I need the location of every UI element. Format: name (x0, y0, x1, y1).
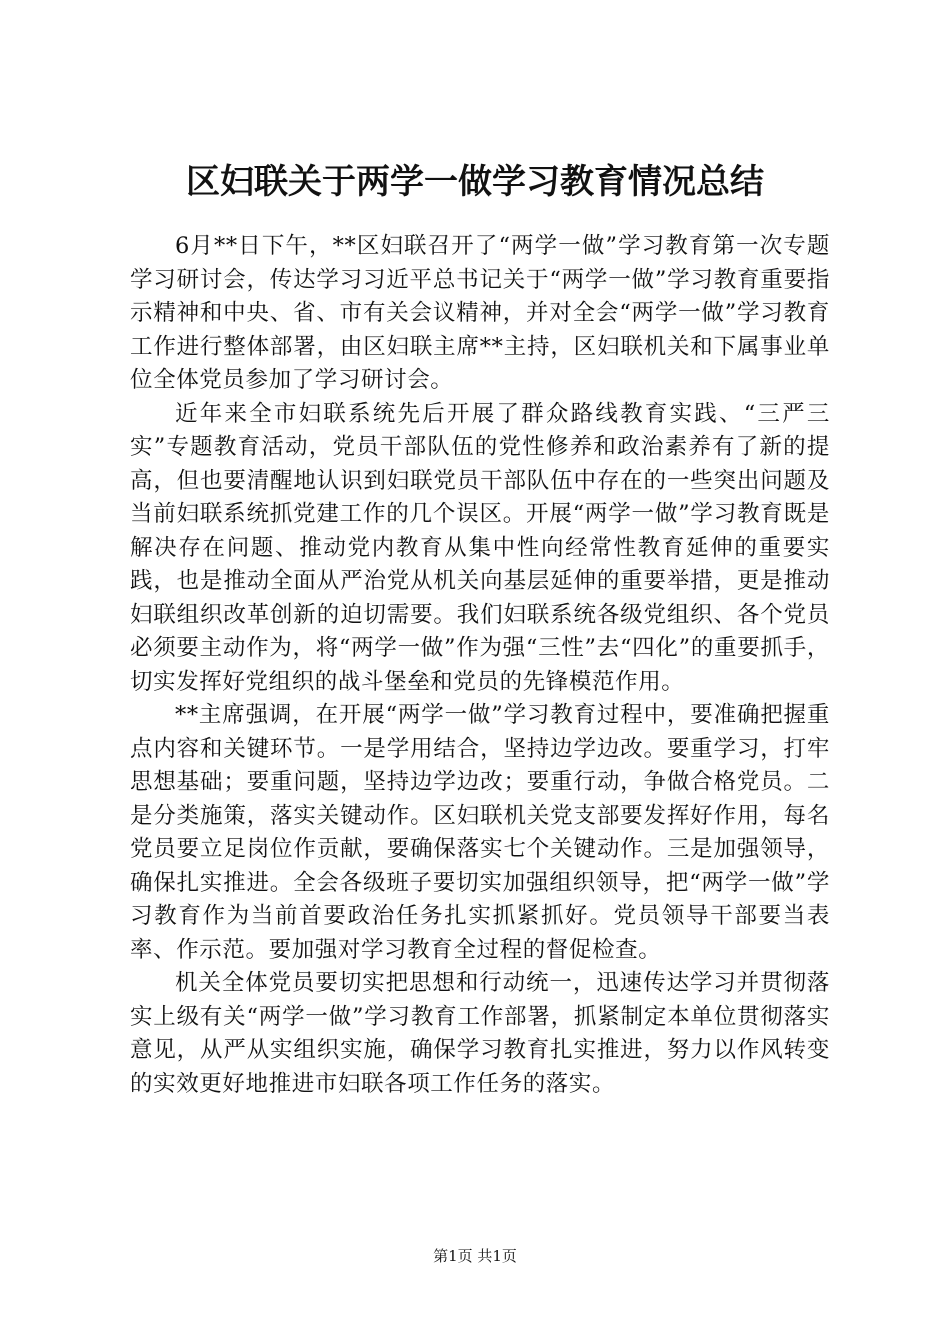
paragraph-4: 机关全体党员要切实把思想和行动统一，迅速传达学习并贯彻落实上级有关“两学一做”学习教育工作部署，抓紧制定本单位贯彻落实意见，从严从实组织实施，确保学习教育扎实推进，努力以作风转变的实效更好地推进市妇联各项工作任务的落实。 (130, 970, 830, 1097)
document-title: 区妇联关于两学一做学习教育情况总结 (186, 162, 764, 202)
paragraph-2: 近年来全市妇联系统先后开展了群众路线教育实践、“三严三实”专题教育活动，党员干部队伍的党性修养和政治素养有了新的提高，但也要清醒地认识到妇联党员干部队伍中存在的一些突出问题及当前妇联系统抓党建工作的几个误区。开展“两学一做”学习教育既是解决存在问题、推动党内教育从集中性向经常性教育延伸的重要实践，也是推动全面从严治党从机关向基层延伸的重要举措，更是推动妇联组织改革创新的迫切需要。我们妇联系统各级党组织、各个党员必须要主动作为，将“两学一做”作为强“三性”去“四化”的重要抓手，切实发挥好党组织的战斗堡垒和党员的先锋模范作用。 (130, 400, 830, 695)
page-footer: 第1页 共1页 (433, 1247, 517, 1265)
paragraph-1: 6月**日下午，**区妇联召开了“两学一做”学习教育第一次专题学习研讨会，传达学习习近平总书记关于“两学一做”学习教育重要指示精神和中央、省、市有关会议精神，并对全会“两学一做”学习教育工作进行整体部署，由区妇联主席**主持，区妇联机关和下属事业单位全体党员参加了学习研讨会。 (130, 233, 830, 393)
paragraph-3: **主席强调，在开展“两学一做”学习教育过程中，要准确把握重点内容和关键环节。一是学用结合，坚持边学边改。要重学习，打牢思想基础；要重问题，坚持边学边改；要重行动，争做合格党员。二是分类施策，落实关键动作。区妇联机关党支部要发挥好作用，每名党员要立足岗位作贡献，要确保落实七个关键动作。三是加强领导，确保扎实推进。全会各级班子要切实加强组织领导，把“两学一做”学习教育作为当前首要政治任务扎实抓紧抓好。党员领导干部要当表率、作示范。要加强对学习教育全过程的督促检查。 (130, 702, 830, 963)
document-body (130, 230, 830, 1101)
